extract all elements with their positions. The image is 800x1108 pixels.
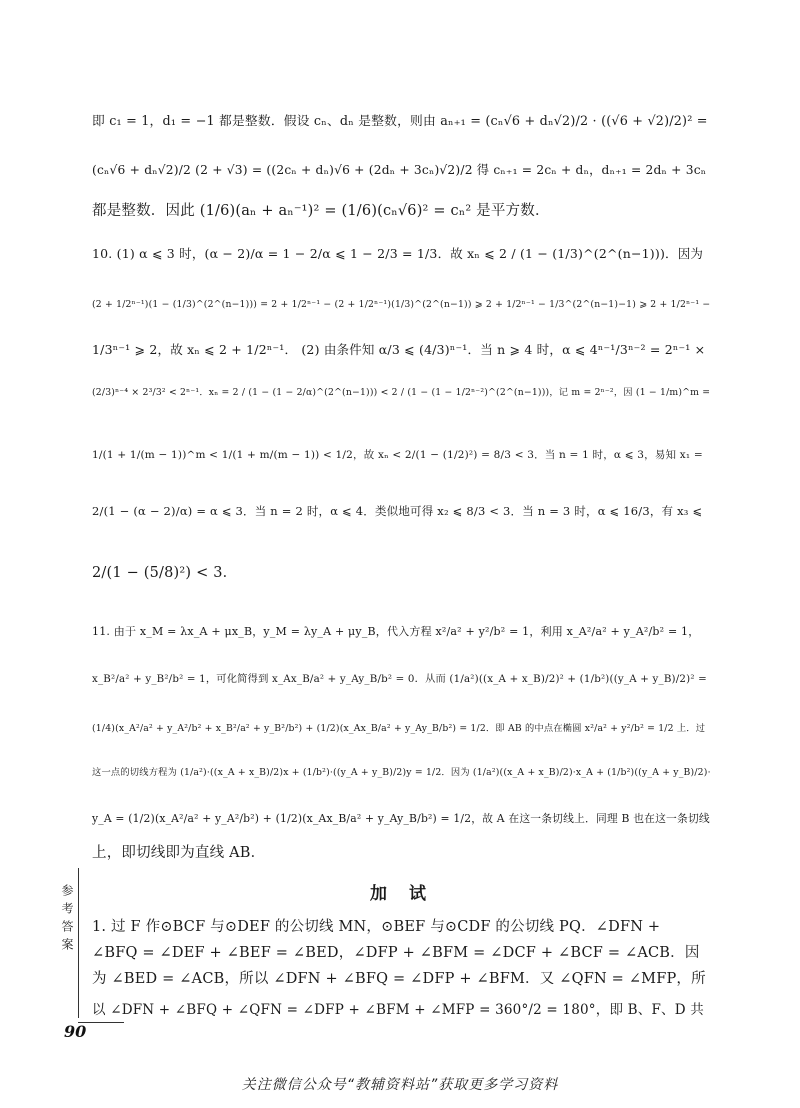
text-line: 上，即切线即为直线 AB． [92,845,266,861]
text-line: (cₙ√6 + dₙ√2)/2 (2 + √3) = ((2cₙ + dₙ)√6 + (2dₙ + 3cₙ)√2)/2 得 cₙ₊₁ = 2cₙ + dₙ，dₙ₊₁ = 2dₙ + 3cₙ [92,163,707,177]
text-line: (2/3)ⁿ⁻⁴ × 2³/3² < 2ⁿ⁻¹．xₙ = 2 / (1 − (1 − 2/α)^(2^(n−1))) < 2 / (1 − (1 − 1/2ⁿ⁻²)^(2^(n−1)))，记 m = 2ⁿ⁻²，因 (1 − 1/m)^m = [92,387,711,398]
page-number: 90 [64,1022,87,1041]
text-line: 1. 过 F 作⊙BCF 与⊙DEF 的公切线 MN，⊙BEF 与⊙CDF 的公切线 PQ．∠DFN + [92,919,661,935]
footer-note: 关注微信公众号“教辅资料站”获取更多学习资料 [241,1077,559,1093]
text-line: 2/(1 − (α − 2)/α) = α ⩽ 3．当 n = 2 时，α ⩽ 4．类似地可得 x₂ ⩽ 8/3 < 3．当 n = 3 时，α ⩽ 16/3，有 x₃ ⩽ [92,504,703,518]
text-line: y_A = (1/2)(x_A²/a² + y_A²/b²) + (1/2)(x_Ax_B/a² + y_Ay_B/b²) = 1/2，故 A 在这一条切线上．同理 B 也在这一条切线 [92,812,710,825]
text-line: 1/(1 + 1/(m − 1))^m < 1/(1 + m/(m − 1)) < 1/2，故 xₙ < 2/(1 − (1/2)²) = 8/3 < 3．当 n = 1 时，α ⩽ 3，易知 x₁ = [92,449,703,461]
text-line: 即 c₁ = 1，d₁ = −1 都是整数．假设 cₙ、dₙ 是整数，则由 aₙ₊₁ = (cₙ√6 + dₙ√2)/2 · ((√6 + √2)/2)² = [92,114,708,129]
text-line: ∠BFQ = ∠DEF + ∠BEF = ∠BED，∠DFP + ∠BFM = ∠DCF + ∠BCF = ∠ACB．因 [92,945,700,961]
text-line: 11. 由于 x_M = λx_A + μx_B，y_M = λy_A + μy_B，代入方程 x²/a² + y²/b² = 1，利用 x_A²/a² + y_A²/b² = 1， [92,625,700,638]
text-line: 这一点的切线方程为 (1/a²)·((x_A + x_B)/2)x + (1/b²)·((y_A + y_B)/2)y = 1/2．因为 (1/a²)((x_A + x_B)/2)·x_A + (1/b²)((y_A + y_B)/2)· [92,767,711,778]
text-line: 2/(1 − (5/8)²) < 3． [92,565,238,581]
text-line: 1/3ⁿ⁻¹ ⩾ 2，故 xₙ ⩽ 2 + 1/2ⁿ⁻¹． (2) 由条件知 α/3 ⩽ (4/3)ⁿ⁻¹．当 n ⩾ 4 时，α ⩽ 4ⁿ⁻¹/3ⁿ⁻² = 2ⁿ⁻¹ × [92,342,706,357]
sidebar-label: 参考答案 [60,884,74,956]
text-line: 都是整数．因此 (1/6)(aₙ + aₙ⁻¹)² = (1/6)(cₙ√6)² = cₙ² 是平方数． [92,203,550,219]
text-line: 10. (1) α ⩽ 3 时，(α − 2)/α = 1 − 2/α ⩽ 1 − 2/3 = 1/3．故 xₙ ⩽ 2 / (1 − (1/3)^(2^(n−1)))．因为 [92,246,704,261]
text-line: x_B²/a² + y_B²/b² = 1，可化简得到 x_Ax_B/a² + y_Ay_B/b² = 0．从而 (1/a²)((x_A + x_B)/2)² + (1/b²)((y_A + y_B)/2)² = [92,673,707,685]
sidebar-rule [78,868,79,1018]
text-line: 为 ∠BED = ∠ACB，所以 ∠DFN + ∠BFQ = ∠DFP + ∠BFM．又 ∠QFN = ∠MFP，所 [92,971,706,987]
text-line: 以 ∠DFN + ∠BFQ + ∠QFN = ∠DFP + ∠BFM + ∠MFP = 360°/2 = 180°，即 B、F、D 共 [92,1002,704,1018]
text-line: (1/4)(x_A²/a² + y_A²/b² + x_B²/a² + y_B²/b²) + (1/2)(x_Ax_B/a² + y_Ay_B/b²) = 1/2．即 AB 的中点在椭圆 x²/a² + y²/b² = 1/2 上．过 [92,723,706,734]
text-line: (2 + 1/2ⁿ⁻¹)(1 − (1/3)^(2^(n−1))) = 2 + 1/2ⁿ⁻¹ − (2 + 1/2ⁿ⁻¹)(1/3)^(2^(n−1)) ⩾ 2 + 1/2ⁿ⁻¹ − 1/3^(2^(n−1)−1) ⩾ 2 + 1/2ⁿ⁻¹ − [92,299,711,310]
section-title: 加 试 [370,884,434,904]
